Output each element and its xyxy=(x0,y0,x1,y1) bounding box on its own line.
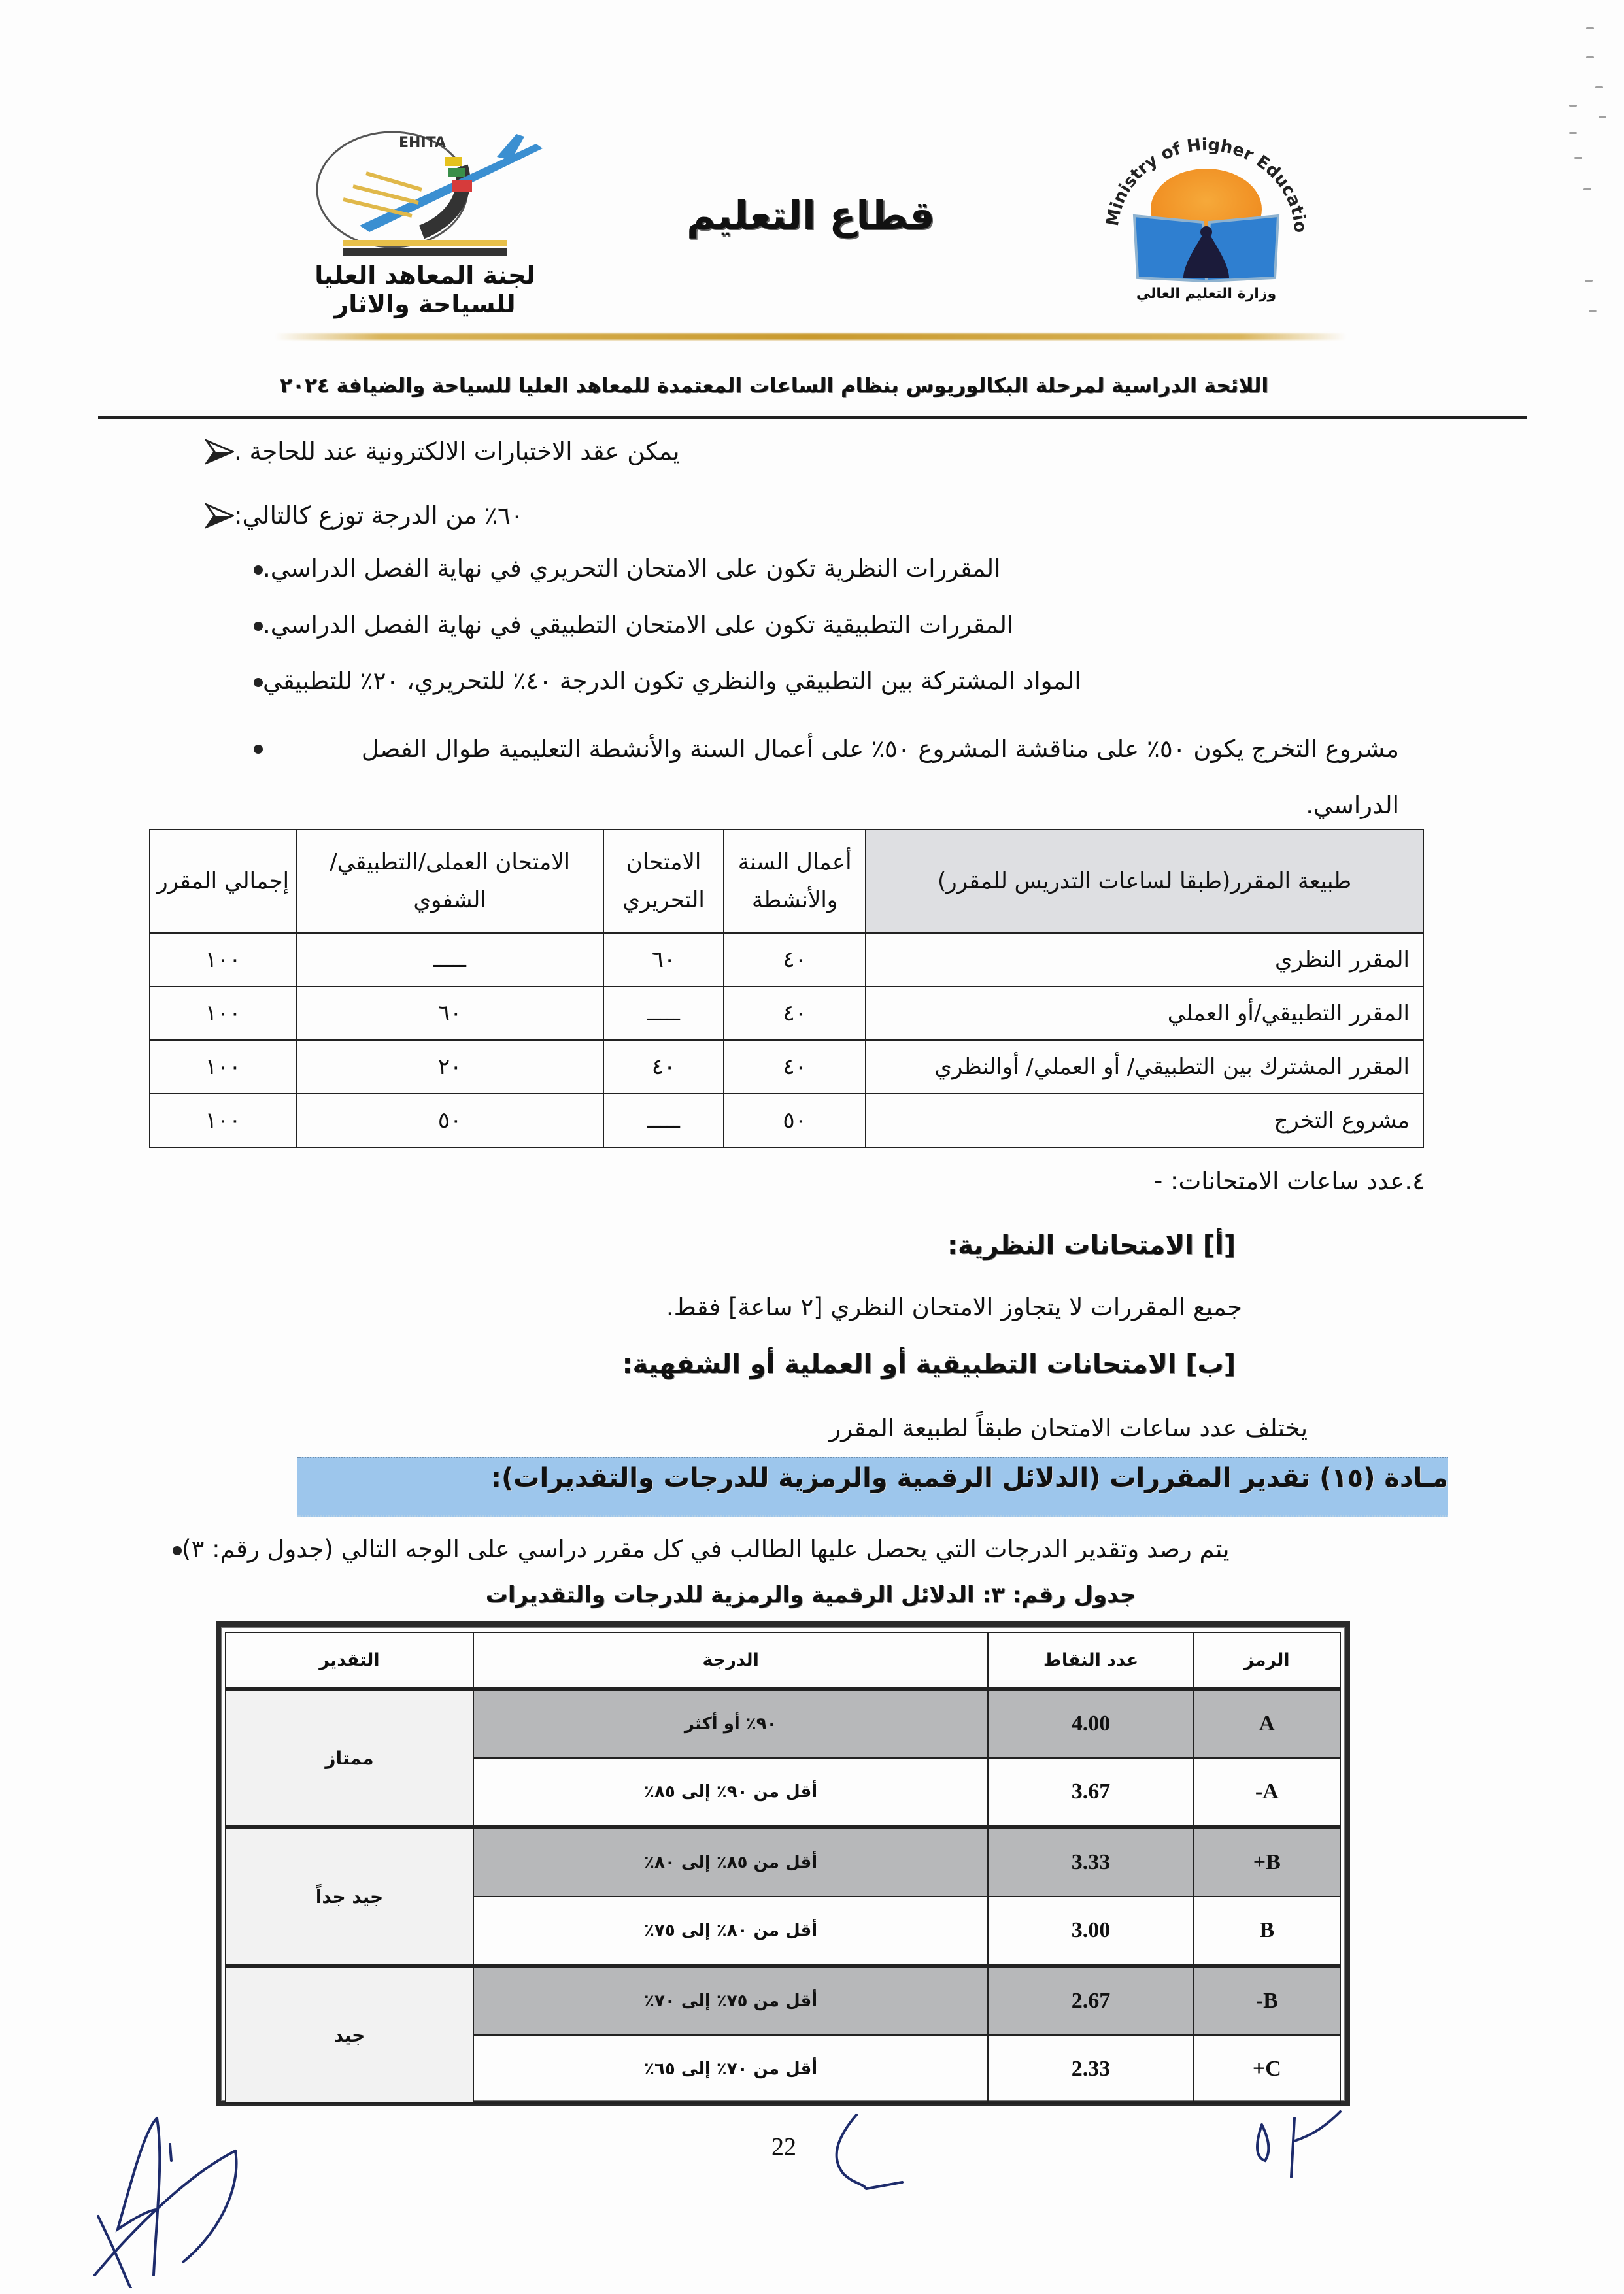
ministry-arc-text: Ministry of Higher Educatio xyxy=(1102,135,1310,233)
table-row xyxy=(150,1040,1423,1094)
cell-points: 3.67 xyxy=(988,1758,1193,1827)
table-header-row xyxy=(150,830,1423,933)
grade-scale-table xyxy=(225,1632,1341,2104)
ehita-logo xyxy=(281,127,569,317)
cell-symbol: B+ xyxy=(1194,1827,1340,1897)
ministry-logo xyxy=(1085,134,1327,314)
bullet-dot-icon xyxy=(254,565,263,575)
cell-total: ١٠٠ xyxy=(150,933,296,987)
cell-written: ـــــ xyxy=(603,987,724,1040)
cell-coursework: ٥٠ xyxy=(724,1094,866,1147)
bullet-text: مشروع التخرج يكون ٥٠٪ على مناقشة المشروع ٥٠٪ على أعمال السنة والأنشطة التعليمية طوال الفصل الدراسي. xyxy=(361,735,1399,819)
cell-points: 3.00 xyxy=(988,1897,1193,1966)
theory-exams-heading: [أ] الامتحانات النظرية: xyxy=(947,1230,1236,1260)
scan-speck xyxy=(1569,105,1577,107)
logo-acronym: EHITA xyxy=(399,135,446,151)
arrow-list-item xyxy=(196,431,1399,472)
bullet-text: المقررات التطبيقية تكون على الامتحان التطبيقي في نهاية الفصل الدراسي. xyxy=(263,611,1014,639)
arrowhead-bullet-icon xyxy=(205,503,234,529)
cell-total: ١٠٠ xyxy=(150,1094,296,1147)
bullet-dot-icon xyxy=(254,622,263,631)
cell-range: أقل من ٧٠٪ إلى ٦٥٪ xyxy=(473,2035,988,2103)
bullet-item xyxy=(222,721,1399,834)
bullet-text: يتم رصد وتقدير الدرجات التي يحصل عليها الطالب في كل مقرر دراسي على الوجه التالي (جدول رقم: ٣) xyxy=(182,1535,1230,1563)
table-row xyxy=(226,1966,1340,2035)
cell-practical: ٦٠ xyxy=(296,987,603,1040)
cell-range: أقل من ٩٠٪ إلى ٨٥٪ xyxy=(473,1758,988,1827)
cell-coursework: ٤٠ xyxy=(724,1040,866,1094)
grade-table-caption: جدول رقم: ٣: الدلائل الرقمية والرمزية للدرجات والتقديرات xyxy=(485,1582,1136,1608)
practical-exams-heading: [ب] الامتحانات التطبيقية أو العملية أو الشفهية: xyxy=(622,1349,1236,1379)
scan-speck xyxy=(1586,27,1594,29)
scan-speck xyxy=(1589,310,1597,312)
cell-rating: ممتاز xyxy=(226,1689,473,1827)
arrow-item-text: ٦٠٪ من الدرجة توزع كالتالي: xyxy=(234,501,524,530)
bullet-text: المقررات النظرية تكون على الامتحان التحريري في نهاية الفصل الدراسي. xyxy=(263,554,1001,582)
cell-symbol: A- xyxy=(1194,1758,1340,1827)
intro-section xyxy=(196,431,1399,536)
page-number: 22 xyxy=(771,2133,796,2161)
scan-speck xyxy=(1569,132,1577,134)
cell-total: ١٠٠ xyxy=(150,987,296,1040)
cell-written: ـــــ xyxy=(603,1094,724,1147)
cell-rating: جيد جداً xyxy=(226,1827,473,1966)
document-subtitle: اللائحة الدراسية لمرحلة البكالوريوس بنظام الساعات المعتمدة للمعاهد العليا للسياحة والضيافة ٢٠٢٤ xyxy=(280,374,1268,397)
cell-symbol: C+ xyxy=(1194,2035,1340,2103)
cell-coursework: ٤٠ xyxy=(724,987,866,1040)
col-symbol: الرمز xyxy=(1194,1632,1340,1689)
arrow-list-item xyxy=(196,496,1399,536)
arrow-item-text: يمكن عقد الاختبارات الالكترونية عند للحاجة . xyxy=(234,437,680,465)
bullet-item xyxy=(222,609,1399,641)
bullet-item xyxy=(150,1533,1399,1566)
cell-points: 4.00 xyxy=(988,1689,1193,1758)
table-row xyxy=(150,987,1423,1040)
cell-points: 2.33 xyxy=(988,2035,1193,2103)
cell-course-type: المقرر المشترك بين التطبيقي/ أو العملي/ أوالنظري xyxy=(866,1040,1423,1094)
col-score-range: الدرجة xyxy=(473,1632,988,1689)
scan-speck xyxy=(1595,86,1603,88)
bullet-item xyxy=(222,665,1399,698)
scan-speck xyxy=(1599,116,1606,118)
col-total: إجمالي المقرر xyxy=(150,830,296,933)
logo-name-line2: للسياحة والاثار xyxy=(334,290,516,318)
exam-hours-heading: ٤.عدد ساعات الامتحانات: - xyxy=(1153,1167,1425,1195)
table-header-row xyxy=(226,1632,1340,1689)
scan-speck xyxy=(1586,56,1594,58)
cell-range: أقل من ٧٥٪ إلى ٧٠٪ xyxy=(473,1966,988,2035)
logo-name-line1: لجنة المعاهد العليا xyxy=(314,261,535,290)
distribution-bullets xyxy=(222,552,1399,834)
col-points: عدد النقاط xyxy=(988,1632,1193,1689)
cell-symbol: A xyxy=(1194,1689,1340,1758)
bullet-dot-icon xyxy=(173,1546,182,1555)
cell-symbol: B- xyxy=(1194,1966,1340,2035)
bullet-dot-icon xyxy=(254,678,263,687)
cell-written: ٤٠ xyxy=(603,1040,724,1094)
bullet-text: المواد المشتركة بين التطبيقي والنظري تكون الدرجة ٤٠٪ للتحريري، ٢٠٪ للتطبيقي xyxy=(263,667,1081,695)
bullet-item xyxy=(222,552,1399,585)
cell-practical: ـــــ xyxy=(296,933,603,987)
airplane-globe-icon xyxy=(281,127,569,258)
col-practical-exam: الامتحان العملى/التطبيقي/الشفوي xyxy=(296,830,603,933)
scan-speck xyxy=(1583,188,1591,190)
scan-speck xyxy=(1574,157,1582,159)
cell-range: أقل من ٨٥٪ إلى ٨٠٪ xyxy=(473,1827,988,1897)
grade-table-frame xyxy=(216,1621,1350,2106)
signature-center-icon xyxy=(817,2112,948,2197)
cell-practical: ٥٠ xyxy=(296,1094,603,1147)
cell-total: ١٠٠ xyxy=(150,1040,296,1094)
grade-distribution-table xyxy=(149,829,1424,1148)
cell-course-type: المقرر التطبيقي/أو العملي xyxy=(866,987,1423,1040)
table-row xyxy=(150,1094,1423,1147)
scan-speck xyxy=(1585,280,1593,282)
col-written-exam: الامتحان التحريري xyxy=(603,830,724,933)
cell-coursework: ٤٠ xyxy=(724,933,866,987)
cell-practical: ٢٠ xyxy=(296,1040,603,1094)
theory-exams-text: جميع المقررات لا يتجاوز الامتحان النظري [٢ ساعة] فقط. xyxy=(666,1293,1242,1321)
table-row xyxy=(226,1827,1340,1897)
cell-symbol: B xyxy=(1194,1897,1340,1966)
sector-title: قطاع التعليم xyxy=(686,193,935,239)
arrowhead-bullet-icon xyxy=(205,439,234,465)
ministry-arabic-name: وزارة التعليم العالي xyxy=(1136,286,1277,302)
cell-course-type: مشروع التخرج xyxy=(866,1094,1423,1147)
col-coursework: أعمال السنة والأنشطة xyxy=(724,830,866,933)
cell-written: ٦٠ xyxy=(603,933,724,987)
cell-range: أقل من ٨٠٪ إلى ٧٥٪ xyxy=(473,1897,988,1966)
cell-points: 3.33 xyxy=(988,1827,1193,1897)
signature-left-icon xyxy=(92,2105,301,2288)
bullet-dot-icon xyxy=(254,745,263,754)
article-bullet xyxy=(150,1533,1399,1566)
practical-exams-text: يختلف عدد ساعات الامتحان طبقاً لطبيعة المقرر xyxy=(829,1414,1308,1442)
col-rating: التقدير xyxy=(226,1632,473,1689)
signature-right-icon xyxy=(1242,2105,1373,2184)
col-course-type: طبيعة المقرر(طبقا لساعات التدريس للمقرر) xyxy=(866,830,1423,933)
cell-points: 2.67 xyxy=(988,1966,1193,2035)
cell-rating: جيد xyxy=(226,1966,473,2103)
cell-course-type: المقرر النظري xyxy=(866,933,1423,987)
cell-range: ٩٠٪ أو أكثر xyxy=(473,1689,988,1758)
article-title: مـادة (١٥) تقدير المقررات (الدلائل الرقمية والرمزية للدرجات والتقديرات): xyxy=(490,1463,1448,1493)
table-row xyxy=(150,933,1423,987)
table-row xyxy=(226,1689,1340,1758)
decorative-gold-rule xyxy=(275,333,1347,340)
header-divider xyxy=(98,416,1527,419)
